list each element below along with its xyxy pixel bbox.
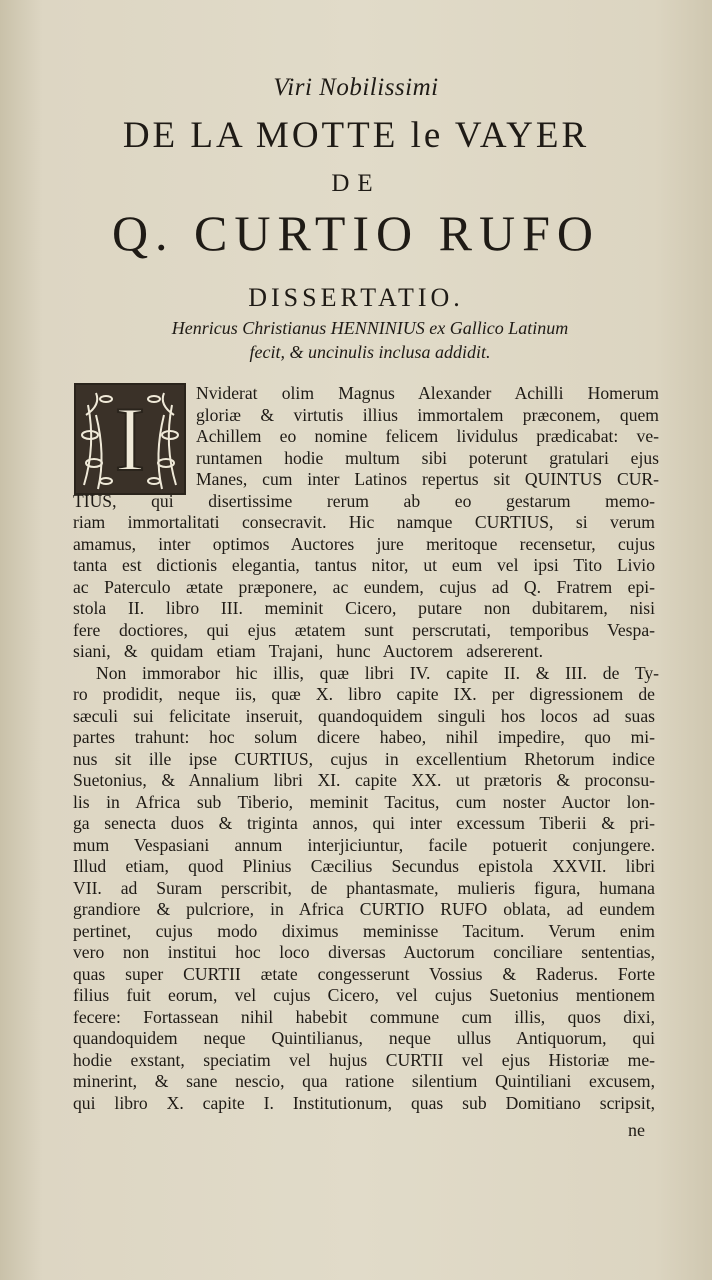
text-line: pertinet, cujus modo diximus meminisse Tacitum. Verum enim	[73, 920, 655, 941]
text-line: gloriæ & virtutis illius immortalem præconem, quem	[196, 404, 659, 425]
text-line: Illud etiam, quod Plinius Cæcilius Secundus epistola XXVII. libri	[73, 856, 655, 876]
translator-note-line-2: fecit, & uncinulis inclusa addidit.	[249, 342, 491, 362]
drop-cap-initial	[74, 383, 186, 495]
text-line: ga senecta duos & triginta annos, qui inter excessum Tiberii & pri-	[73, 813, 655, 833]
text-line: hodie exstant, speciatim vel hujus CURTII vel ejus Historiæ me-	[73, 1049, 655, 1070]
text-line: tanta est dictionis elegantia, tantus nitor, ut eum vel ipsi Tito Livio	[73, 555, 655, 575]
text-line: Manes, cum inter Latinos repertus sit QUINTUS CUR-	[196, 469, 659, 489]
text-line: siani, & quidam etiam Trajani, hunc Auctorem adsererent.	[73, 641, 543, 661]
text-line: amamus, inter optimos Auctores jure meritoque recensetur, cujus	[73, 533, 655, 554]
text-line: fecere: Fortassean nihil habebit commune cum illis, quos dixi,	[73, 1006, 655, 1027]
drop-cap-letter: I	[114, 388, 146, 490]
text-line: minerint, & sane nescio, qua ratione silentium Quintiliani excusem,	[73, 1071, 655, 1091]
text-line: runtamen hodie multum sibi poterunt gratulari ejus	[196, 447, 659, 468]
text-line: Nviderat olim Magnus Alexander Achilli Homerum	[196, 383, 659, 403]
text-line: nus sit ille ipse CURTIUS, cujus in excellentium Rhetorum indice	[73, 748, 655, 769]
heading-de: DE	[331, 170, 381, 197]
text-line: filius fuit eorum, vel cujus Cicero, vel cujus Suetonius mentionem	[73, 985, 655, 1005]
text-line: riam immortalitati consecravit. Hic namque CURTIUS, si verum	[73, 512, 655, 532]
text-line: stola II. libro III. meminit Cicero, putare non dubitarem, nisi	[73, 598, 655, 618]
text-line: sæculi sui felicitate inseruit, quandoquidem singuli hos locos ad suas	[73, 705, 655, 726]
text-line: grandiore & pulcriore, in Africa CURTIO RUFO oblata, ad eundem	[73, 899, 655, 919]
text-line: mum Vespasiani annum interjiciuntur, facile potuerit conjungere.	[73, 834, 655, 855]
text-line: Achillem eo nomine felicem lividulus prædicabat: ve-	[196, 426, 659, 446]
text-line: ro prodidit, neque iis, quæ X. libro capite IX. per digressionem de	[73, 684, 655, 704]
text-line: TIUS, qui disertissime rerum ab eo gestarum memo-	[73, 490, 655, 511]
catchword: ne	[628, 1120, 645, 1140]
heading-dissertatio: DISSERTATIO.	[248, 283, 464, 312]
heading-main-title: Q. CURTIO RUFO	[111, 205, 601, 261]
text-line: Non immorabor hic illis, quæ libri IV. capite II. & III. de Ty-	[96, 662, 659, 683]
text-line: vero non institui hoc loco diversas Auctorum conciliare sententias,	[73, 942, 655, 962]
text-line: VII. ad Suram perscribit, de phantasmate, mulieris figura, humana	[73, 877, 655, 898]
heading-author-name: DE LA MOTTE le VAYER	[122, 115, 590, 156]
heading-viri-nobilissimi: Viri Nobilissimi	[273, 74, 439, 101]
text-line: ac Paterculo ætate præponere, ac eundem, cujus ad Q. Fratrem epi-	[73, 576, 655, 597]
text-line: qui libro X. capite I. Institutionum, quas sub Domitiano scripsit,	[73, 1092, 655, 1113]
text-line: Suetonius, & Annalium libri XI. capite XX. ut prætoris & proconsu-	[73, 770, 655, 790]
text-line: quandoquidem neque Quintilianus, neque ullus Antiquorum, qui	[73, 1028, 655, 1048]
text-line: fere doctiores, qui ejus ætatem sunt perscrutati, temporibus Vespa-	[73, 619, 655, 640]
text-line: lis in Africa sub Tiberio, meminit Tacitus, cum noster Auctor lon-	[73, 791, 655, 812]
text-line: quas super CURTII ætate congesserunt Vossius & Raderus. Forte	[73, 963, 655, 984]
translator-note-line-1: Henricus Christianus HENNINIUS ex Gallico Latinum	[171, 318, 569, 338]
translator-note	[90, 316, 650, 364]
text-line: partes trahunt: hoc solum dicere habeo, nihil impedire, quo mi-	[73, 727, 655, 747]
